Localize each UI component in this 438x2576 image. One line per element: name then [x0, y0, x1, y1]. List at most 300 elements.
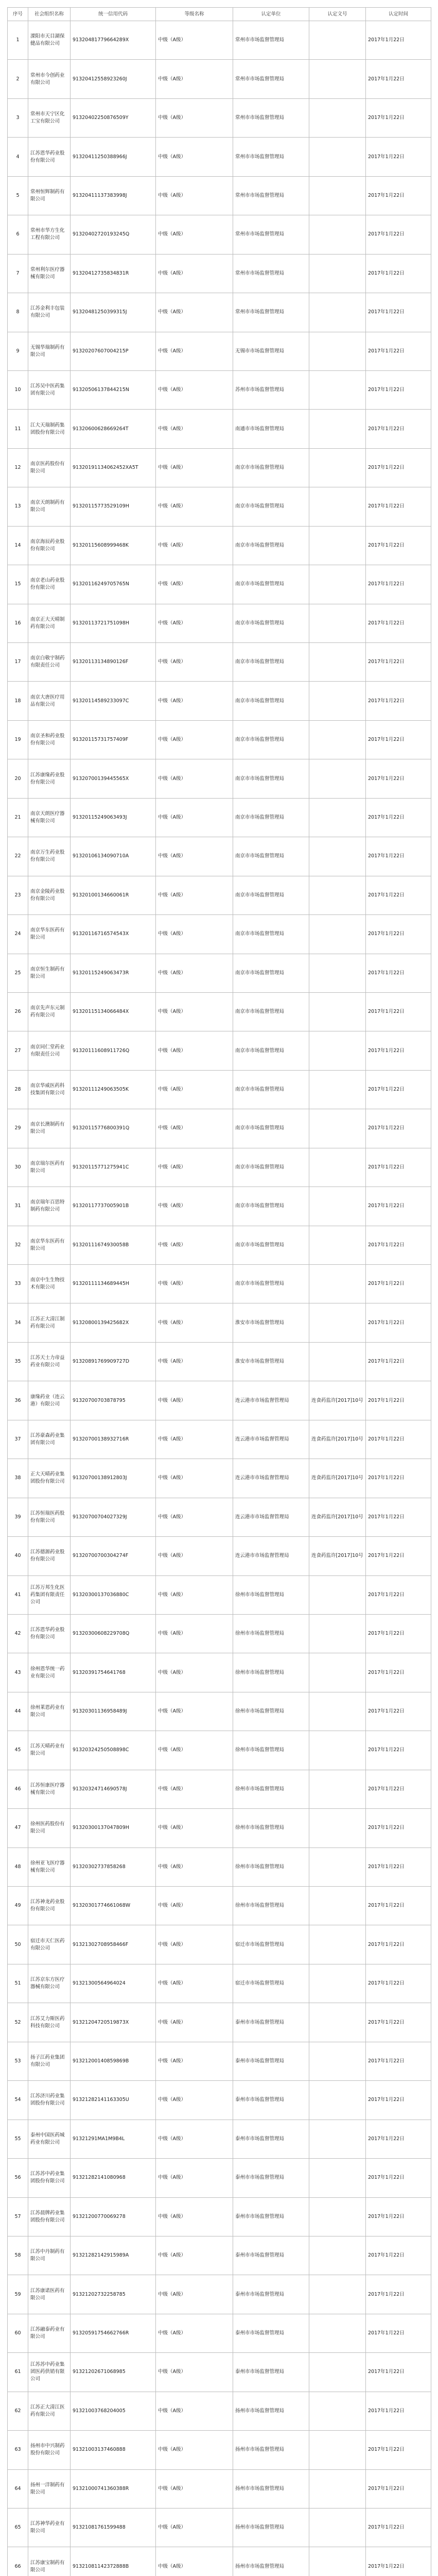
cell-level: 中级（A级）	[156, 837, 233, 876]
cell-org-name: 南京万生药业股份有限公司	[28, 837, 71, 876]
cell-credit-code: 91320115776800391Q	[71, 1109, 156, 1148]
table-row	[8, 332, 431, 370]
cell-document-number	[309, 798, 366, 837]
header-certifying-unit: 认定单位	[233, 8, 309, 21]
cell-certification-date: 2017年1月22日	[366, 604, 431, 642]
cell-level: 中级（A级）	[156, 1964, 233, 2003]
table-row	[8, 1887, 431, 1925]
cell-org-name: 南京圣和药业股份有限公司	[28, 720, 71, 759]
cell-index: 41	[8, 1575, 28, 1614]
cell-certification-date: 2017年1月22日	[366, 915, 431, 954]
cell-credit-code: 91320300608229708Q	[71, 1614, 156, 1653]
cell-org-name: 南京天朗医疗器械有限公司	[28, 798, 71, 837]
table-row	[8, 1925, 431, 1964]
cell-org-name: 江苏神华药业有限公司	[28, 2509, 71, 2547]
cell-certification-date: 2017年1月22日	[366, 954, 431, 992]
table-row	[8, 1226, 431, 1264]
table-row	[8, 682, 431, 720]
cell-org-name: 江苏中丹制药有限公司	[28, 2236, 71, 2275]
cell-level: 中级（A级）	[156, 1303, 233, 1342]
cell-certifying-unit: 连云港市市场监督管理局	[233, 1459, 309, 1498]
cell-index: 50	[8, 1925, 28, 1964]
cell-credit-code: 91320114589233097C	[71, 682, 156, 720]
cell-certification-date: 2017年1月22日	[366, 798, 431, 837]
cell-level: 中级（A级）	[156, 1226, 233, 1264]
cell-credit-code: 91320301136958489J	[71, 1692, 156, 1731]
cell-level: 中级（A级）	[156, 2314, 233, 2352]
cell-credit-code: 91321200770069278	[71, 2197, 156, 2236]
cell-level: 中级（A级）	[156, 1498, 233, 1536]
cell-document-number	[309, 1731, 366, 1770]
cell-certification-date: 2017年1月22日	[366, 1070, 431, 1109]
cell-credit-code: 91320117737005901B	[71, 1187, 156, 1226]
table-row	[8, 1498, 431, 1536]
cell-index: 57	[8, 2197, 28, 2236]
cell-document-number	[309, 954, 366, 992]
cell-certification-date: 2017年1月22日	[366, 643, 431, 682]
cell-certifying-unit: 泰州市市场监督管理局	[233, 2275, 309, 2314]
cell-credit-code: 91320111608911726Q	[71, 1031, 156, 1070]
cell-document-number	[309, 1109, 366, 1148]
cell-credit-code: 91320391754641768	[71, 1653, 156, 1692]
cell-index: 2	[8, 60, 28, 98]
cell-level: 中级（A级）	[156, 565, 233, 604]
cell-certification-date: 2017年1月22日	[366, 1731, 431, 1770]
cell-credit-code: 91321003768204005	[71, 2392, 156, 2430]
cell-org-name: 徐州恩华统一药业有限公司	[28, 1653, 71, 1692]
cell-index: 38	[8, 1459, 28, 1498]
cell-document-number	[309, 2042, 366, 2080]
cell-certification-date: 2017年1月22日	[366, 448, 431, 487]
cell-certifying-unit: 南京市市场监督管理局	[233, 876, 309, 914]
cell-certification-date: 2017年1月22日	[366, 2236, 431, 2275]
cell-certifying-unit: 徐州市市场监督管理局	[233, 1848, 309, 1886]
table-row	[8, 1614, 431, 1653]
table-row	[8, 2469, 431, 2508]
cell-certifying-unit: 南京市市场监督管理局	[233, 915, 309, 954]
cell-credit-code: 91320115773529109H	[71, 487, 156, 526]
cell-certifying-unit: 南京市市场监督管理局	[233, 1031, 309, 1070]
cell-certifying-unit: 常州市市场监督管理局	[233, 138, 309, 176]
table-row	[8, 1692, 431, 1731]
cell-certification-date: 2017年1月22日	[366, 1420, 431, 1459]
cell-level: 中级（A级）	[156, 1420, 233, 1459]
cell-index: 39	[8, 1498, 28, 1536]
cell-level: 中级（A级）	[156, 98, 233, 137]
table-row	[8, 1809, 431, 1848]
cell-certification-date: 2017年1月22日	[366, 1226, 431, 1264]
cell-document-number	[309, 2081, 366, 2120]
cell-level: 中级（A级）	[156, 682, 233, 720]
cell-credit-code: 91321081761599488	[71, 2509, 156, 2547]
cell-document-number	[309, 2392, 366, 2430]
cell-certifying-unit: 南京市市场监督管理局	[233, 682, 309, 720]
cell-index: 29	[8, 1109, 28, 1148]
cell-index: 21	[8, 798, 28, 837]
cell-org-name: 江苏融泰药业有限公司	[28, 2314, 71, 2352]
cell-certifying-unit: 南通市市场监督管理局	[233, 410, 309, 448]
cell-certifying-unit: 连云港市市场监督管理局	[233, 1537, 309, 1575]
cell-document-number	[309, 1226, 366, 1264]
cell-document-number	[309, 293, 366, 332]
cell-certification-date: 2017年1月22日	[366, 2042, 431, 2080]
header-document-number: 认定文号	[309, 8, 366, 21]
cell-certifying-unit: 徐州市市场监督管理局	[233, 1575, 309, 1614]
cell-index: 65	[8, 2509, 28, 2547]
table-row	[8, 254, 431, 293]
cell-org-name: 江苏正大清江医药有限公司	[28, 2392, 71, 2430]
cell-certification-date: 2017年1月22日	[366, 992, 431, 1031]
cell-org-name: 江苏德源药业股份有限公司	[28, 1537, 71, 1575]
cell-document-number	[309, 98, 366, 137]
cell-index: 63	[8, 2431, 28, 2469]
cell-certification-date: 2017年1月22日	[366, 1109, 431, 1148]
cell-credit-code: 91320106134090710A	[71, 837, 156, 876]
cell-level: 中级（A级）	[156, 526, 233, 565]
cell-certifying-unit: 南京市市场监督管理局	[233, 798, 309, 837]
table-row	[8, 1537, 431, 1575]
cell-level: 中级（A级）	[156, 2042, 233, 2080]
cell-certification-date: 2017年1月22日	[366, 2314, 431, 2352]
cell-document-number	[309, 2159, 366, 2197]
cell-credit-code: 91320302737858268	[71, 1848, 156, 1886]
cell-index: 9	[8, 332, 28, 370]
cell-level: 中级（A级）	[156, 2547, 233, 2576]
cell-credit-code: 91321081142372888B	[71, 2547, 156, 2576]
cell-credit-code: 91320115731757409F	[71, 720, 156, 759]
cell-certification-date: 2017年1月22日	[366, 1575, 431, 1614]
cell-document-number	[309, 915, 366, 954]
cell-document-number	[309, 1070, 366, 1109]
cell-level: 中级（A级）	[156, 954, 233, 992]
cell-level: 中级（A级）	[156, 2120, 233, 2158]
cell-document-number	[309, 2003, 366, 2042]
table-row	[8, 1381, 431, 1420]
table-row	[8, 138, 431, 176]
cell-document-number	[309, 1187, 366, 1226]
cell-certifying-unit: 徐州市市场监督管理局	[233, 1653, 309, 1692]
header-org-name: 社会组织名称	[28, 8, 71, 21]
cell-org-name: 扬子江药业集团有限公司	[28, 2042, 71, 2080]
cell-certification-date: 2017年1月22日	[366, 1964, 431, 2003]
table-row	[8, 1031, 431, 1070]
cell-credit-code: 91320115608999468K	[71, 526, 156, 565]
cell-certification-date: 2017年1月22日	[366, 487, 431, 526]
cell-index: 54	[8, 2081, 28, 2120]
cell-level: 中级（A级）	[156, 798, 233, 837]
table-row	[8, 604, 431, 642]
cell-certification-date: 2017年1月22日	[366, 1692, 431, 1731]
cell-index: 56	[8, 2159, 28, 2197]
cell-document-number: 连食药监许[2017]10号	[309, 1537, 366, 1575]
cell-credit-code: 91320481250399315J	[71, 293, 156, 332]
table-row	[8, 2392, 431, 2430]
cell-document-number	[309, 1614, 366, 1653]
cell-org-name: 正大天晴药业集团股份有限公司	[28, 1459, 71, 1498]
cell-document-number	[309, 1653, 366, 1692]
cell-index: 64	[8, 2469, 28, 2508]
cell-document-number	[309, 643, 366, 682]
cell-certifying-unit: 南京市市场监督管理局	[233, 1070, 309, 1109]
cell-org-name: 江苏神龙药业股份有限公司	[28, 1887, 71, 1925]
table-row	[8, 2003, 431, 2042]
cell-document-number	[309, 1031, 366, 1070]
cell-org-name: 南京恒生制药有限公司	[28, 954, 71, 992]
cell-credit-code: 91320116249705765N	[71, 565, 156, 604]
cell-certifying-unit: 南京市市场监督管理局	[233, 565, 309, 604]
cell-certification-date: 2017年1月22日	[366, 2353, 431, 2392]
cell-level: 中级（A级）	[156, 2159, 233, 2197]
cell-org-name: 江苏康缘药业股份有限公司	[28, 759, 71, 798]
cell-level: 中级（A级）	[156, 759, 233, 798]
cell-document-number	[309, 1148, 366, 1187]
table-row	[8, 1964, 431, 2003]
cell-index: 7	[8, 254, 28, 293]
cell-credit-code: 91320300137036880C	[71, 1575, 156, 1614]
cell-org-name: 康缘药业（连云港）有限公司	[28, 1381, 71, 1420]
table-row	[8, 954, 431, 992]
cell-credit-code: 91320113134890126F	[71, 643, 156, 682]
cell-certifying-unit: 宿迁市市场监督管理局	[233, 1964, 309, 2003]
cell-level: 中级（A级）	[156, 176, 233, 215]
cell-org-name: 常州利尔医疗器械有限公司	[28, 254, 71, 293]
table-row	[8, 293, 431, 332]
cell-document-number	[309, 2314, 366, 2352]
cell-certification-date: 2017年1月22日	[366, 370, 431, 409]
cell-certifying-unit: 泰州市市场监督管理局	[233, 2003, 309, 2042]
cell-document-number	[309, 2469, 366, 2508]
table-row	[8, 215, 431, 254]
cell-certifying-unit: 徐州市市场监督管理局	[233, 1731, 309, 1770]
table-row	[8, 448, 431, 487]
table-row	[8, 1653, 431, 1692]
cell-level: 中级（A级）	[156, 487, 233, 526]
cell-credit-code: 91320111134689445H	[71, 1265, 156, 1303]
cell-credit-code: 91320481779664289X	[71, 21, 156, 60]
cell-certification-date: 2017年1月22日	[366, 682, 431, 720]
cell-credit-code: 91321282142915989A	[71, 2236, 156, 2275]
cell-document-number	[309, 448, 366, 487]
cell-level: 中级（A级）	[156, 60, 233, 98]
cell-document-number	[309, 2547, 366, 2576]
cell-certification-date: 2017年1月22日	[366, 2275, 431, 2314]
cell-certification-date: 2017年1月22日	[366, 1614, 431, 1653]
cell-certifying-unit: 徐州市市场监督管理局	[233, 1887, 309, 1925]
table-row	[8, 565, 431, 604]
cell-index: 12	[8, 448, 28, 487]
cell-certification-date: 2017年1月22日	[366, 1537, 431, 1575]
cell-certification-date: 2017年1月22日	[366, 410, 431, 448]
cell-credit-code: 91320412735834831R	[71, 254, 156, 293]
cell-document-number	[309, 2431, 366, 2469]
cell-credit-code: 91320700138912803J	[71, 1459, 156, 1498]
table-row	[8, 1459, 431, 1498]
cell-level: 中级（A级）	[156, 2392, 233, 2430]
cell-certification-date: 2017年1月22日	[366, 138, 431, 176]
cell-index: 49	[8, 1887, 28, 1925]
cell-certifying-unit: 宿迁市市场监督管理局	[233, 1925, 309, 1964]
cell-org-name: 江苏豪森药业集团有限公司	[28, 1420, 71, 1459]
cell-org-name: 江苏康诺医药有限公司	[28, 2275, 71, 2314]
cell-certification-date: 2017年1月22日	[366, 254, 431, 293]
cell-level: 中级（A级）	[156, 915, 233, 954]
table-row	[8, 1148, 431, 1187]
cell-org-name: 江苏苏中药业集团股份有限公司	[28, 2159, 71, 2197]
cell-certifying-unit: 扬州市市场监督管理局	[233, 2547, 309, 2576]
cell-document-number	[309, 565, 366, 604]
cell-level: 中级（A级）	[156, 293, 233, 332]
cell-level: 中级（A级）	[156, 1187, 233, 1226]
cell-level: 中级（A级）	[156, 332, 233, 370]
cell-document-number	[309, 138, 366, 176]
cell-org-name: 南京同仁堂药业有限责任公司	[28, 1031, 71, 1070]
cell-document-number	[309, 60, 366, 98]
table-row	[8, 2197, 431, 2236]
cell-document-number	[309, 2353, 366, 2392]
cell-org-name: 江苏康宝制药有限公司	[28, 2547, 71, 2576]
cell-credit-code: 91320115134066484X	[71, 992, 156, 1031]
cell-org-name: 江苏正大清江制药有限公司	[28, 1303, 71, 1342]
cell-certifying-unit: 无锡市市场监督管理局	[233, 332, 309, 370]
cell-certification-date: 2017年1月22日	[366, 98, 431, 137]
cell-org-name: 江苏恒瑞医药股份有限公司	[28, 1498, 71, 1536]
cell-document-number	[309, 21, 366, 60]
cell-certification-date: 2017年1月22日	[366, 2159, 431, 2197]
cell-index: 24	[8, 915, 28, 954]
cell-certifying-unit: 泰州市市场监督管理局	[233, 2081, 309, 2120]
cell-certification-date: 2017年1月22日	[366, 1925, 431, 1964]
cell-credit-code: 91320800139425682X	[71, 1303, 156, 1342]
cell-certification-date: 2017年1月22日	[366, 1459, 431, 1498]
cell-org-name: 江苏天士力帝益药业有限公司	[28, 1342, 71, 1381]
cell-certifying-unit: 常州市市场监督管理局	[233, 293, 309, 332]
table-row	[8, 2509, 431, 2547]
cell-level: 中级（A级）	[156, 2275, 233, 2314]
table-row	[8, 837, 431, 876]
cell-credit-code: 91320207607004215P	[71, 332, 156, 370]
cell-index: 60	[8, 2314, 28, 2352]
cell-document-number	[309, 176, 366, 215]
cell-document-number	[309, 1770, 366, 1808]
cell-credit-code: 91321200140859869B	[71, 2042, 156, 2080]
cell-credit-code: 91320115249063473R	[71, 954, 156, 992]
cell-level: 中级（A级）	[156, 1692, 233, 1731]
cell-certifying-unit: 泰州市市场监督管理局	[233, 2236, 309, 2275]
cell-certification-date: 2017年1月22日	[366, 2431, 431, 2469]
cell-index: 28	[8, 1070, 28, 1109]
cell-certification-date: 2017年1月22日	[366, 1381, 431, 1420]
cell-org-name: 南京华东医药有限公司	[28, 915, 71, 954]
cell-document-number	[309, 1887, 366, 1925]
cell-document-number	[309, 720, 366, 759]
cell-index: 25	[8, 954, 28, 992]
cell-certification-date: 2017年1月22日	[366, 2003, 431, 2042]
cell-level: 中级（A级）	[156, 1031, 233, 1070]
cell-level: 中级（A级）	[156, 643, 233, 682]
table-row	[8, 1265, 431, 1303]
cell-index: 31	[8, 1187, 28, 1226]
cell-certification-date: 2017年1月22日	[366, 2120, 431, 2158]
cell-certification-date: 2017年1月22日	[366, 1653, 431, 1692]
cell-certifying-unit: 南京市市场监督管理局	[233, 1226, 309, 1264]
cell-credit-code: 91320600628669264T	[71, 410, 156, 448]
cell-certification-date: 2017年1月22日	[366, 2197, 431, 2236]
cell-index: 52	[8, 2003, 28, 2042]
cell-org-name: 南京白敬宇制药有限责任公司	[28, 643, 71, 682]
cell-credit-code: 91321291MA1M9B4L	[71, 2120, 156, 2158]
cell-org-name: 江苏金利丰包装有限公司	[28, 293, 71, 332]
cell-document-number	[309, 1925, 366, 1964]
cell-index: 42	[8, 1614, 28, 1653]
cell-credit-code: 91321302708958466F	[71, 1925, 156, 1964]
cell-credit-code: 91320700704027329J	[71, 1498, 156, 1536]
cell-certification-date: 2017年1月22日	[366, 1770, 431, 1808]
cell-document-number	[309, 2275, 366, 2314]
table-row	[8, 1342, 431, 1381]
cell-index: 34	[8, 1303, 28, 1342]
cell-level: 中级（A级）	[156, 2469, 233, 2508]
cell-index: 35	[8, 1342, 28, 1381]
cell-level: 中级（A级）	[156, 1887, 233, 1925]
cell-level: 中级（A级）	[156, 992, 233, 1031]
cell-index: 26	[8, 992, 28, 1031]
cell-org-name: 南京金陵药业股份有限公司	[28, 876, 71, 914]
cell-credit-code: 91320113721751098H	[71, 604, 156, 642]
cell-certifying-unit: 南京市市场监督管理局	[233, 759, 309, 798]
cell-org-name: 南京正大天晴制药有限公司	[28, 604, 71, 642]
table-row	[8, 2431, 431, 2469]
cell-level: 中级（A级）	[156, 21, 233, 60]
cell-document-number	[309, 837, 366, 876]
cell-index: 16	[8, 604, 28, 642]
cell-certifying-unit: 徐州市市场监督管理局	[233, 1809, 309, 1848]
cell-index: 46	[8, 1770, 28, 1808]
cell-certifying-unit: 南京市市场监督管理局	[233, 1187, 309, 1226]
cell-certification-date: 2017年1月22日	[366, 21, 431, 60]
cell-certification-date: 2017年1月22日	[366, 1498, 431, 1536]
cell-org-name: 南京华东医药有限公司	[28, 1226, 71, 1264]
cell-index: 48	[8, 1848, 28, 1886]
cell-org-name: 南京华威医药科技集团有限公司	[28, 1070, 71, 1109]
cell-org-name: 南京天朗制药有限公司	[28, 487, 71, 526]
cell-document-number	[309, 410, 366, 448]
cell-index: 20	[8, 759, 28, 798]
table-row	[8, 370, 431, 409]
cell-level: 中级（A级）	[156, 1770, 233, 1808]
cell-credit-code: 91320402720193245Q	[71, 215, 156, 254]
header-certification-date: 认定时间	[366, 8, 431, 21]
table-row	[8, 876, 431, 914]
cell-document-number	[309, 876, 366, 914]
cell-certification-date: 2017年1月22日	[366, 1148, 431, 1187]
cell-org-name: 南京先声东元制药有限公司	[28, 992, 71, 1031]
cell-document-number	[309, 1303, 366, 1342]
table-row	[8, 2081, 431, 2120]
table-row	[8, 2120, 431, 2158]
cell-org-name: 江苏济川药业集团股份有限公司	[28, 2081, 71, 2120]
cell-index: 3	[8, 98, 28, 137]
cell-level: 中级（A级）	[156, 1148, 233, 1187]
cell-index: 15	[8, 565, 28, 604]
cell-credit-code: 91321003137460888	[71, 2431, 156, 2469]
cell-certifying-unit: 南京市市场监督管理局	[233, 1265, 309, 1303]
cell-document-number	[309, 370, 366, 409]
cell-document-number	[309, 992, 366, 1031]
cell-org-name: 常州市今创药业有限公司	[28, 60, 71, 98]
table-row	[8, 60, 431, 98]
table-row	[8, 1070, 431, 1109]
cell-index: 44	[8, 1692, 28, 1731]
